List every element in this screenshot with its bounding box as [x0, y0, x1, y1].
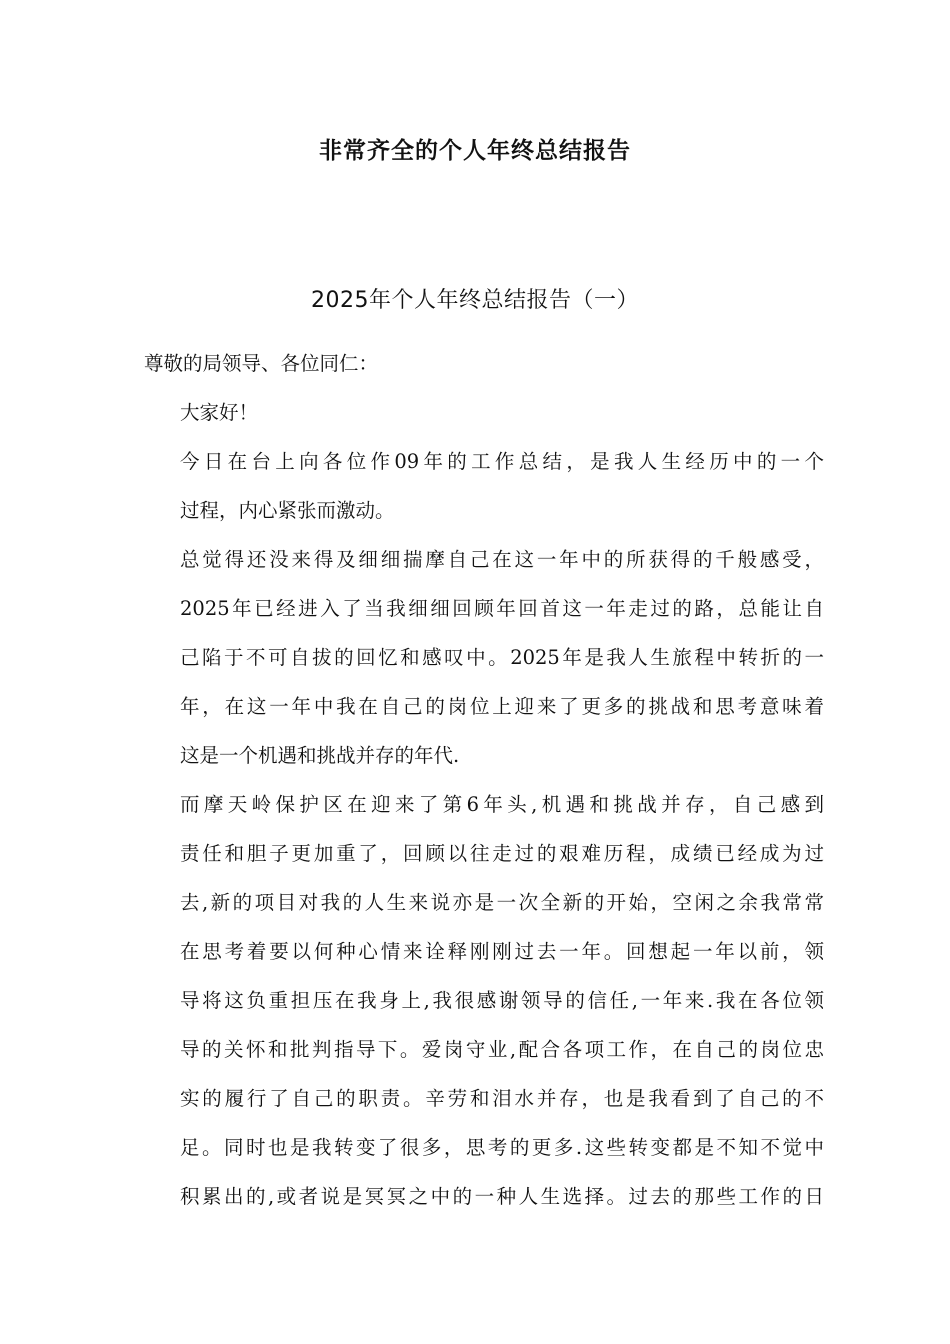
paragraph-line: 总觉得还没来得及细细揣摩自己在这一年中的所获得的千般感受， — [180, 548, 824, 571]
paragraph-line: 今日在台上向各位作09年的工作总结，是我人生经历中的一个 — [180, 450, 824, 473]
salutation: 尊敬的局领导、各位同仁： — [144, 352, 379, 375]
paragraph-line: 去,新的项目对我的人生来说亦是一次全新的开始，空闲之余我常常 — [180, 891, 824, 914]
paragraph-line: 积累出的,或者说是冥冥之中的一种人生选择。过去的那些工作的日 — [180, 1185, 824, 1208]
paragraph-line: 这是一个机遇和挑战并存的年代. — [180, 744, 460, 767]
greeting: 大家好！ — [180, 401, 259, 424]
section-title: 2025年个人年终总结报告（一） — [311, 288, 639, 313]
paragraph-3 — [144, 780, 824, 1221]
paragraph-line: 在思考着要以何种心情来诠释刚刚过去一年。回想起一年以前，领 — [180, 940, 824, 963]
paragraph-line: 实的履行了自己的职责。辛劳和泪水并存，也是我看到了自己的不 — [180, 1087, 824, 1110]
document-body — [144, 339, 824, 1221]
paragraph-line: 2025年已经进入了当我细细回顾年回首这一年走过的路，总能让自 — [180, 597, 824, 620]
paragraph-line: 己陷于不可自拔的回忆和感叹中。2025年是我人生旅程中转折的一 — [180, 646, 824, 669]
paragraph-line: 导的关怀和批判指导下。爱岗守业,配合各项工作，在自己的岗位忠 — [180, 1038, 824, 1061]
document-title: 非常齐全的个人年终总结报告 — [319, 138, 631, 164]
paragraph-line: 而摩天岭保护区在迎来了第6年头,机遇和挑战并存，自己感到 — [180, 793, 824, 816]
paragraph-line: 足。同时也是我转变了很多，思考的更多.这些转变都是不知不觉中 — [180, 1136, 824, 1159]
paragraph-line: 过程，内心紧张而激动。 — [180, 499, 395, 522]
paragraph-2 — [144, 535, 824, 780]
paragraph-line: 年，在这一年中我在自己的岗位上迎来了更多的挑战和思考意味着 — [180, 695, 824, 718]
paragraph-1 — [144, 437, 824, 535]
paragraph-line: 导将这负重担压在我身上,我很感谢领导的信任,一年来.我在各位领 — [180, 989, 824, 1012]
paragraph-line: 责任和胆子更加重了，回顾以往走过的艰难历程，成绩已经成为过 — [180, 842, 824, 865]
